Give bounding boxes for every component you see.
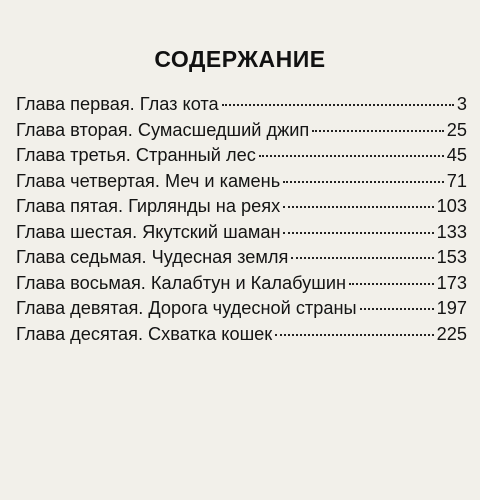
chapter-title: Глава десятая. Схватка кошек bbox=[16, 323, 273, 344]
page-number: 25 bbox=[446, 119, 467, 140]
toc-entry bbox=[16, 194, 467, 220]
page-number: 153 bbox=[436, 247, 467, 267]
toc-entry bbox=[16, 322, 467, 348]
dot-leader bbox=[222, 103, 454, 106]
dot-leader bbox=[360, 307, 434, 310]
page-number: 103 bbox=[436, 196, 467, 216]
dot-leader bbox=[312, 129, 443, 132]
toc-entry bbox=[16, 143, 467, 169]
page-number: 45 bbox=[446, 145, 467, 165]
toc-entry bbox=[16, 271, 467, 297]
chapter-title: Глава седьмая. Чудесная земля bbox=[16, 247, 289, 267]
page-number: 133 bbox=[436, 221, 467, 242]
chapter-title: Глава девятая. Дорога чудесной страны bbox=[16, 298, 357, 318]
toc-entry bbox=[16, 169, 467, 195]
dot-leader bbox=[291, 256, 433, 259]
toc-entry bbox=[16, 118, 467, 144]
dot-leader bbox=[349, 282, 434, 285]
page-number: 197 bbox=[436, 298, 467, 318]
page-number: 225 bbox=[436, 323, 467, 344]
chapter-title: Глава восьмая. Калабтун и Калабушин bbox=[16, 272, 347, 293]
table-of-contents bbox=[16, 92, 467, 347]
page-number: 173 bbox=[436, 272, 467, 293]
chapter-title: Глава третья. Странный лес bbox=[16, 145, 256, 165]
dot-leader bbox=[283, 231, 433, 234]
page-number: 3 bbox=[456, 94, 467, 114]
dot-leader bbox=[283, 180, 444, 183]
toc-entry bbox=[16, 92, 467, 118]
page-title: СОДЕРЖАНИЕ bbox=[154, 46, 326, 72]
toc-entry bbox=[16, 296, 467, 322]
chapter-title: Глава четвертая. Меч и камень bbox=[16, 170, 281, 191]
chapter-title: Глава первая. Глаз кота bbox=[16, 94, 219, 114]
toc-entry bbox=[16, 245, 467, 271]
dot-leader bbox=[275, 333, 433, 336]
toc-entry bbox=[16, 220, 467, 246]
chapter-title: Глава вторая. Сумасшедший джип bbox=[16, 119, 310, 140]
page-number: 71 bbox=[446, 170, 467, 191]
dot-leader bbox=[259, 154, 444, 157]
dot-leader bbox=[283, 205, 433, 208]
chapter-title: Глава пятая. Гирлянды на реях bbox=[16, 196, 281, 216]
chapter-title: Глава шестая. Якутский шаман bbox=[16, 221, 281, 242]
